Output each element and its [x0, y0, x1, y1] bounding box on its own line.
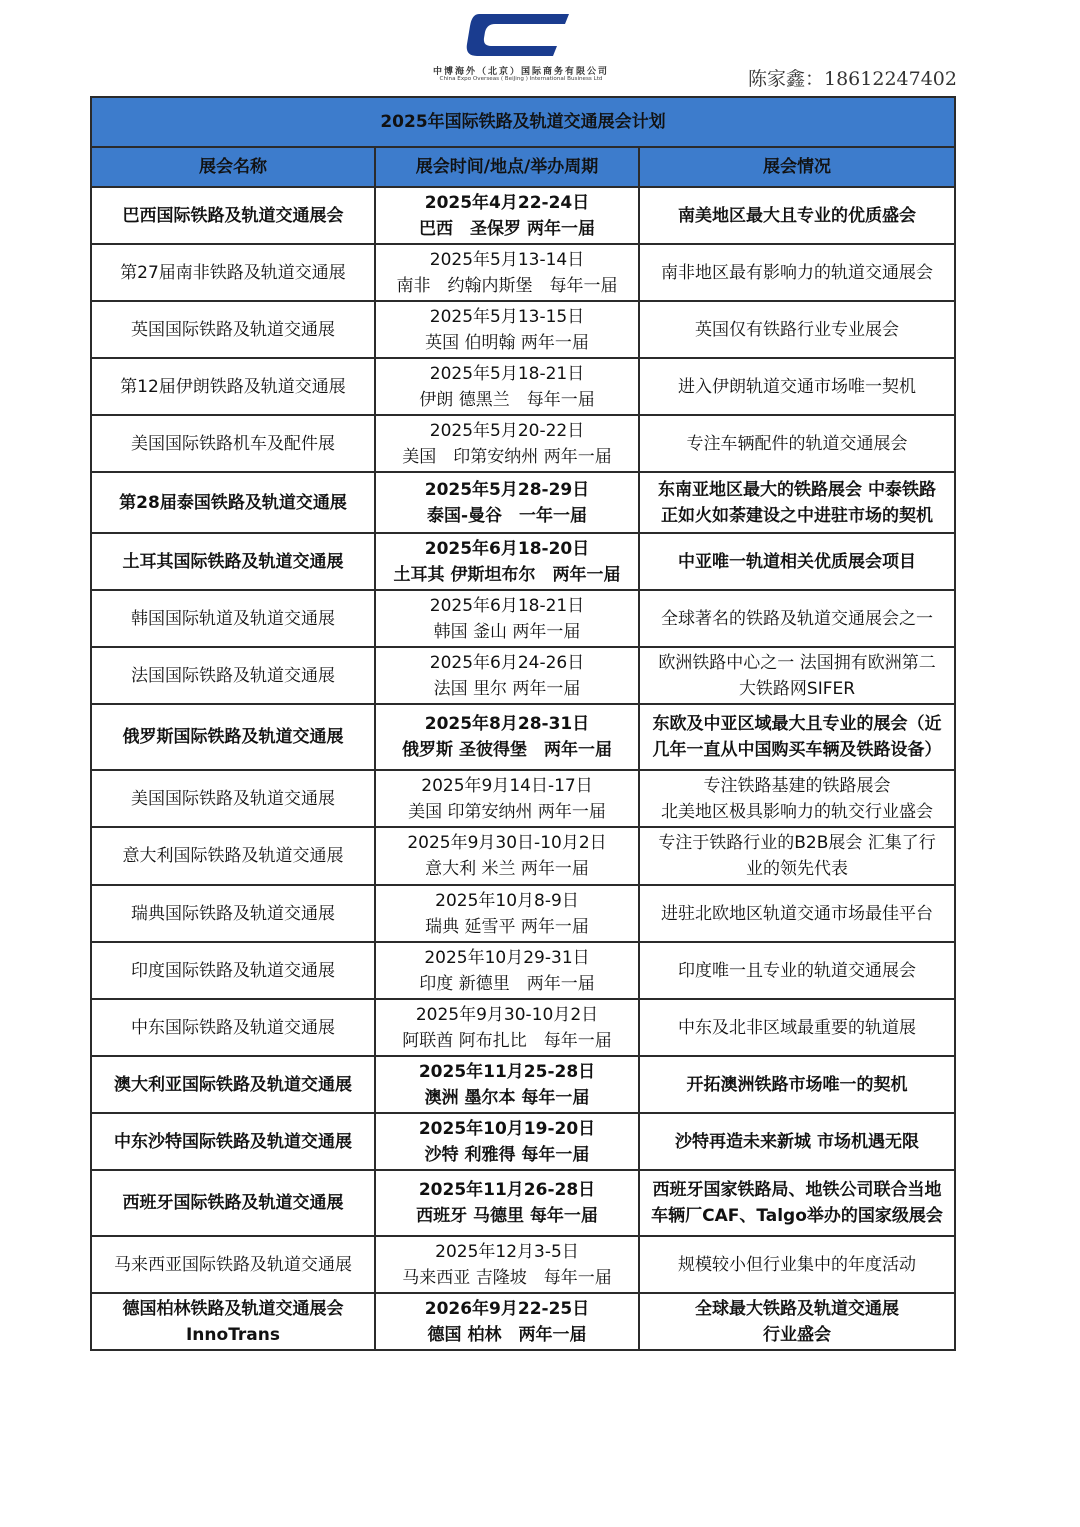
- cell-description-line: 车辆厂CAF、Talgo举办的国家级展会: [651, 1206, 943, 1226]
- cell-exhibition-name: [91, 827, 375, 885]
- cell-date-location-line: 韩国 釜山 两年一届: [433, 621, 581, 642]
- cell-description-line: 印度唯一且专业的轨道交通展会: [678, 960, 917, 981]
- cell-date-location-line: 俄罗斯 圣彼得堡 两年一届: [402, 740, 612, 760]
- cell-exhibition-name-line: 中东国际铁路及轨道交通展: [131, 1017, 335, 1038]
- cell-description: [639, 1236, 955, 1293]
- table-row: [91, 301, 955, 358]
- table-row: [91, 770, 955, 827]
- cell-description-line: 南美地区最大且专业的优质盛会: [678, 205, 917, 226]
- cell-description-line: 规模较小但行业集中的年度活动: [678, 1254, 917, 1275]
- table-row: [91, 1056, 955, 1113]
- cell-description: [639, 301, 955, 358]
- cell-exhibition-name: [91, 301, 375, 358]
- cell-exhibition-name: [91, 472, 375, 533]
- cell-exhibition-name: [91, 187, 375, 244]
- cell-date-location-line: 法国 里尔 两年一届: [433, 678, 581, 699]
- cell-exhibition-name: [91, 244, 375, 301]
- contact-info: 陈家鑫：18612247402: [748, 68, 957, 90]
- cell-date-location-line: 2025年10月29-31日: [424, 947, 590, 968]
- cell-exhibition-name: [91, 1113, 375, 1170]
- cell-exhibition-name-line: 瑞典国际铁路及轨道交通展: [131, 903, 335, 924]
- cell-date-location-line: 2025年9月14日-17日: [421, 775, 593, 796]
- cell-date-location-line: 沙特 利雅得 每年一届: [424, 1144, 590, 1165]
- cell-exhibition-name-line: 法国国际铁路及轨道交通展: [131, 665, 335, 686]
- cell-exhibition-name: [91, 999, 375, 1056]
- cell-description: [639, 1113, 955, 1170]
- cell-exhibition-name: [91, 1236, 375, 1293]
- table-row: [91, 1236, 955, 1293]
- cell-date-location-line: 2025年5月20-22日: [429, 420, 585, 441]
- cell-date-location: [375, 1293, 639, 1350]
- cell-date-location: [375, 647, 639, 704]
- cell-description: [639, 827, 955, 885]
- cell-description: [639, 1056, 955, 1113]
- cell-exhibition-name: [91, 590, 375, 647]
- cell-date-location-line: 意大利 米兰 两年一届: [425, 859, 589, 879]
- cell-date-location-line: 2025年11月25-28日: [418, 1061, 596, 1082]
- cell-exhibition-name-line: 美国国际铁路机车及配件展: [131, 433, 335, 454]
- cell-date-location-line: 伊朗 德黑兰 每年一届: [419, 389, 595, 410]
- cell-description-line: 开拓澳洲铁路市场唯一的契机: [686, 1074, 908, 1095]
- cell-date-location-line: 阿联酋 阿布扎比 每年一届: [402, 1030, 612, 1051]
- cell-date-location: [375, 301, 639, 358]
- cell-description-line: 几年一直从中国购买车辆及铁路设备）: [652, 740, 942, 760]
- cell-exhibition-name-line: 第27届南非铁路及轨道交通展: [120, 262, 346, 283]
- table-row: [91, 590, 955, 647]
- cell-exhibition-name-line: 土耳其国际铁路及轨道交通展: [122, 551, 344, 572]
- cell-date-location-line: 2025年11月26-28日: [418, 1180, 596, 1200]
- cell-exhibition-name-line: 马来西亚国际铁路及轨道交通展: [114, 1254, 352, 1275]
- cell-date-location-line: 西班牙 马德里 每年一届: [416, 1206, 598, 1226]
- table-row: [91, 1170, 955, 1236]
- cell-description-line: 行业盛会: [763, 1324, 832, 1345]
- table-row: [91, 942, 955, 999]
- table-row: [91, 533, 955, 590]
- cell-exhibition-name-line: 第28届泰国铁路及轨道交通展: [119, 492, 347, 513]
- column-header-name: 展会名称: [91, 147, 375, 187]
- cell-exhibition-name-line: 美国国际铁路及轨道交通展: [131, 788, 335, 809]
- cell-date-location-line: 2025年12月3-5日: [435, 1241, 579, 1262]
- cell-description-line: 大铁路网SIFER: [738, 678, 856, 699]
- cell-date-location: [375, 1056, 639, 1113]
- cell-exhibition-name-line: 第12届伊朗铁路及轨道交通展: [120, 376, 346, 397]
- exhibition-plan-table: [90, 96, 956, 1351]
- cell-exhibition-name: [91, 647, 375, 704]
- cell-exhibition-name-line: 英国国际铁路及轨道交通展: [131, 319, 335, 340]
- cell-description-line: 进入伊朗轨道交通市场唯一契机: [678, 376, 917, 397]
- cell-date-location-line: 美国 印第安纳州 两年一届: [402, 446, 612, 467]
- cell-exhibition-name: [91, 770, 375, 827]
- cell-description: [639, 415, 955, 472]
- cell-exhibition-name: [91, 1170, 375, 1236]
- cell-date-location-line: 泰国-曼谷 一年一届: [426, 505, 588, 526]
- table-row: [91, 704, 955, 770]
- cell-date-location: [375, 533, 639, 590]
- cell-date-location: [375, 472, 639, 533]
- cell-description: [639, 647, 955, 704]
- cell-exhibition-name: [91, 533, 375, 590]
- cell-date-location: [375, 885, 639, 942]
- cell-exhibition-name: [91, 415, 375, 472]
- cell-date-location: [375, 704, 639, 770]
- table-row: [91, 1113, 955, 1170]
- cell-description-line: 专注于铁路行业的B2B展会 汇集了行: [658, 833, 936, 853]
- cell-date-location: [375, 770, 639, 827]
- table-row: [91, 1293, 955, 1350]
- cell-exhibition-name-line: 俄罗斯国际铁路及轨道交通展: [122, 727, 344, 747]
- cell-exhibition-name: [91, 704, 375, 770]
- table-body: [91, 187, 955, 1350]
- cell-exhibition-name: [91, 358, 375, 415]
- cell-description-line: 东欧及中亚区域最大且专业的展会（近: [652, 714, 942, 734]
- cell-date-location-line: 2025年9月30日-10月2日: [407, 833, 607, 853]
- column-header-info: 展会情况: [639, 147, 955, 187]
- page-header: [0, 0, 1080, 96]
- table-row: [91, 187, 955, 244]
- cell-date-location-line: 2025年10月8-9日: [435, 890, 579, 911]
- cell-description: [639, 1170, 955, 1236]
- cell-date-location-line: 瑞典 延雪平 两年一届: [425, 916, 589, 937]
- cell-description: [639, 704, 955, 770]
- cell-description-line: 北美地区极具影响力的轨交行业盛会: [661, 801, 934, 822]
- cell-date-location: [375, 1113, 639, 1170]
- cell-date-location-line: 印度 新德里 两年一届: [419, 973, 595, 994]
- cell-description-line: 全球著名的铁路及轨道交通展会之一: [661, 608, 934, 629]
- cell-date-location-line: 2025年10月19-20日: [418, 1118, 596, 1139]
- cell-exhibition-name-line: 意大利国际铁路及轨道交通展: [122, 846, 344, 866]
- table-title: 2025年国际铁路及轨道交通展会计划: [91, 97, 955, 147]
- cell-description: [639, 590, 955, 647]
- cell-description: [639, 885, 955, 942]
- cell-date-location-line: 巴西 圣保罗 两年一届: [419, 218, 595, 239]
- cell-exhibition-name-line: 澳大利亚国际铁路及轨道交通展: [114, 1074, 352, 1095]
- cell-date-location-line: 2025年6月18-20日: [424, 538, 590, 559]
- cell-date-location: [375, 1236, 639, 1293]
- table-row: [91, 827, 955, 885]
- cell-description: [639, 358, 955, 415]
- cell-exhibition-name-line: 德国柏林铁路及轨道交通展会: [122, 1298, 344, 1319]
- cell-date-location: [375, 415, 639, 472]
- cell-date-location: [375, 1170, 639, 1236]
- column-header-time: 展会时间/地点/举办周期: [375, 147, 639, 187]
- table-row: [91, 999, 955, 1056]
- cell-exhibition-name-line: 西班牙国际铁路及轨道交通展: [122, 1193, 344, 1213]
- cell-description: [639, 244, 955, 301]
- cell-date-location: [375, 827, 639, 885]
- cell-exhibition-name-line: 巴西国际铁路及轨道交通展会: [122, 205, 344, 226]
- table-row: [91, 647, 955, 704]
- cell-date-location-line: 2025年6月24-26日: [429, 652, 585, 673]
- cell-exhibition-name-line: 韩国国际轨道及轨道交通展: [131, 608, 335, 629]
- cell-description-line: 专注铁路基建的铁路展会: [703, 775, 891, 796]
- cell-date-location-line: 2025年4月22-24日: [424, 192, 590, 213]
- cell-description-line: 沙特再造未来新城 市场机遇无限: [675, 1131, 919, 1152]
- cell-description-line: 业的领先代表: [746, 859, 849, 879]
- cell-exhibition-name: [91, 885, 375, 942]
- cell-description-line: 东南亚地区最大的铁路展会 中泰铁路: [658, 479, 936, 500]
- cell-exhibition-name: [91, 942, 375, 999]
- cell-description-line: 西班牙国家铁路局、地铁公司联合当地: [652, 1180, 942, 1200]
- cell-date-location: [375, 244, 639, 301]
- cell-exhibition-name-line: 中东沙特国际铁路及轨道交通展: [114, 1131, 352, 1152]
- cell-description-line: 中亚唯一轨道相关优质展会项目: [678, 551, 917, 572]
- cell-date-location: [375, 999, 639, 1056]
- cell-date-location-line: 英国 伯明翰 两年一届: [425, 332, 589, 353]
- cell-description: [639, 770, 955, 827]
- cell-date-location-line: 南非 约翰内斯堡 每年一届: [396, 275, 618, 296]
- cell-date-location-line: 马来西亚 吉隆坡 每年一届: [402, 1267, 612, 1288]
- cell-description: [639, 533, 955, 590]
- cell-date-location-line: 2025年5月18-21日: [429, 363, 585, 384]
- ce-logo-icon: [465, 12, 577, 58]
- company-logo: [390, 12, 652, 86]
- cell-description-line: 进驻北欧地区轨道交通市场最佳平台: [661, 903, 934, 924]
- cell-date-location: [375, 942, 639, 999]
- cell-date-location: [375, 187, 639, 244]
- company-name-en: China Expo Overseas ( BeiJing ) International Business Ltd: [439, 76, 603, 82]
- cell-description: [639, 187, 955, 244]
- cell-description: [639, 999, 955, 1056]
- cell-date-location-line: 2025年5月28-29日: [424, 479, 590, 500]
- table-row: [91, 244, 955, 301]
- cell-description-line: 正如火如荼建设之中进驻市场的契机: [661, 505, 934, 526]
- cell-exhibition-name-line: InnoTrans: [185, 1324, 280, 1345]
- cell-exhibition-name: [91, 1293, 375, 1350]
- cell-description-line: 英国仅有铁路行业专业展会: [695, 319, 900, 340]
- table-row: [91, 885, 955, 942]
- company-name-cn: 中博海外（北京）国际商务有限公司: [432, 67, 609, 77]
- cell-description: [639, 472, 955, 533]
- cell-description-line: 南非地区最有影响力的轨道交通展会: [661, 262, 934, 283]
- cell-date-location-line: 2025年6月18-21日: [429, 595, 585, 616]
- table-row: [91, 415, 955, 472]
- table-row: [91, 358, 955, 415]
- cell-description: [639, 1293, 955, 1350]
- cell-exhibition-name-line: 印度国际铁路及轨道交通展: [131, 960, 335, 981]
- cell-description: [639, 942, 955, 999]
- cell-description-line: 专注车辆配件的轨道交通展会: [686, 433, 908, 454]
- cell-date-location-line: 2025年5月13-15日: [429, 306, 585, 327]
- cell-date-location-line: 土耳其 伊斯坦布尔 两年一届: [393, 564, 621, 585]
- cell-date-location-line: 美国 印第安纳州 两年一届: [408, 801, 606, 822]
- cell-date-location-line: 2026年9月22-25日: [424, 1298, 590, 1319]
- cell-date-location-line: 2025年5月13-14日: [429, 249, 585, 270]
- cell-exhibition-name: [91, 1056, 375, 1113]
- cell-date-location: [375, 358, 639, 415]
- cell-description-line: 欧洲铁路中心之一 法国拥有欧洲第二: [658, 652, 936, 673]
- cell-date-location-line: 2025年8月28-31日: [424, 714, 590, 734]
- cell-date-location-line: 2025年9月30-10月2日: [415, 1004, 599, 1025]
- cell-description-line: 中东及北非区域最重要的轨道展: [678, 1017, 917, 1038]
- cell-date-location-line: 澳洲 墨尔本 每年一届: [424, 1087, 590, 1108]
- table-row: [91, 472, 955, 533]
- cell-description-line: 全球最大铁路及轨道交通展: [695, 1298, 900, 1319]
- cell-date-location-line: 德国 柏林 两年一届: [427, 1324, 587, 1345]
- cell-date-location: [375, 590, 639, 647]
